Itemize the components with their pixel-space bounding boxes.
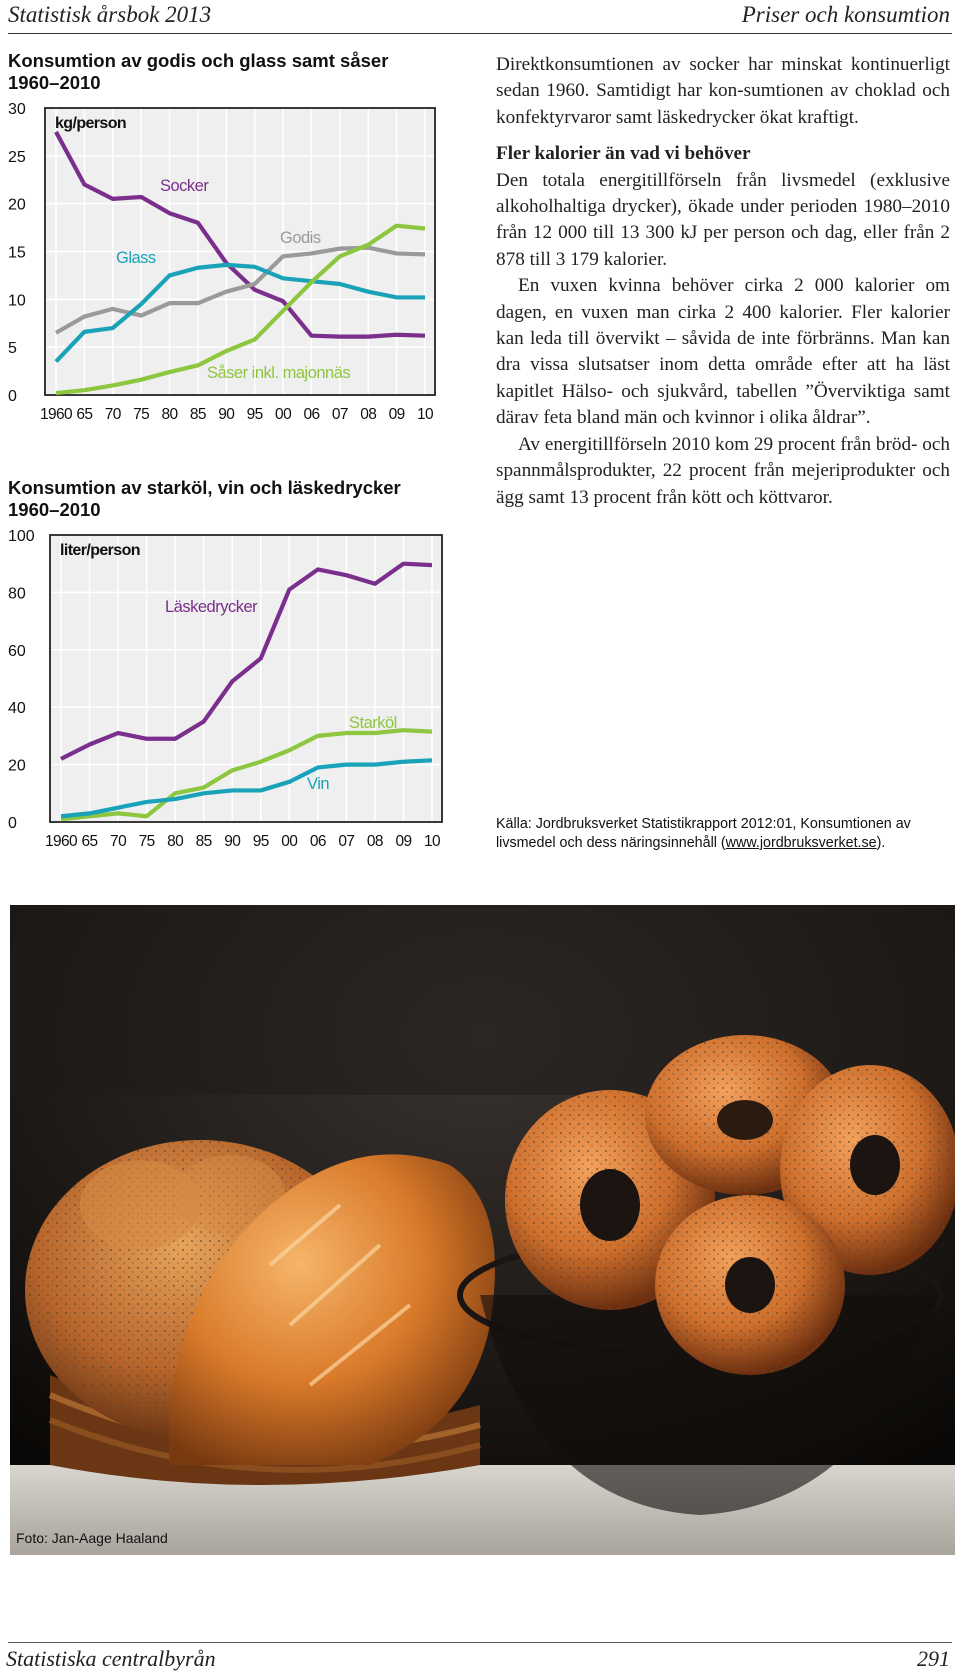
chart1-title-line2: 1960–2010 [8,72,101,93]
chart1-title [8,50,388,94]
x-tick-label: 10 [416,406,434,423]
series-label: Såser inkl. majonnäs [207,364,351,382]
running-header-section: Priser och konsumtion [741,2,950,27]
series-label: Socker [160,177,209,195]
x-tick-label: 00 [275,406,292,423]
series-label: Starköl [349,714,397,732]
footer-rule [8,1642,952,1643]
x-tick-label: 07 [338,833,355,850]
footer-publisher: Statistiska centralbyrån [6,1646,216,1671]
page-number: 291 [917,1646,950,1671]
x-tick-label: 90 [218,406,235,423]
paragraph-intro: Direktkonsumtionen av socker har minskat kontinuerligt sedan 1960. Samtidigt har kon-sumtionen av choklad och konfektyrvaror samt läskedrycker ökat kraftigt. [496,54,950,128]
running-header-title: Statistisk årsbok 2013 [8,2,212,27]
paragraph-sources: Av energitillförseln 2010 kom 29 procent från bröd- och spannmålsprodukter, 22 procent från mejeriprodukter och ägg samt 13 procent från kött och köttvaror. [496,433,950,508]
source-link[interactable]: www.jordbruksverket.se [725,835,877,851]
x-tick-label: 10 [423,833,441,850]
y-tick-label: 0 [8,388,17,405]
subheading: Fler kalorier än vad vi behöver [496,143,751,165]
y-tick-label: 20 [8,196,26,214]
x-tick-label: 95 [252,833,269,850]
bread-photo [10,905,955,1555]
x-tick-label: 08 [366,833,383,850]
chart2-title-line1: Konsumtion av starköl, vin och läskedrycker [8,477,401,498]
x-tick-label: 75 [138,833,155,850]
y-tick-label: 20 [8,757,26,775]
y-tick-label: 15 [8,244,26,262]
unit-label: kg/person [55,115,127,132]
x-tick-label: 08 [360,406,377,423]
series-label: Vin [307,775,330,793]
chart1-plot [0,98,460,428]
unit-label: liter/person [60,542,140,559]
y-tick-label: 80 [8,585,26,603]
chart2-plot [0,525,460,855]
series-label: Godis [280,229,321,247]
photo-credit: Foto: Jan-Aage Haaland [16,1530,168,1546]
y-tick-label: 60 [8,642,26,660]
paragraph-energy: Den totala energitillförseln från livsmedel (exklusive alkoholhaltiga drycker), ökade under perioden 1980–2010 från 12 000 till 13 300 kJ per person och dag, eller från 2 878 till 3 179 kalorier. [496,169,950,270]
series-label: Läskedrycker [165,598,258,616]
x-tick-label: 06 [303,406,320,423]
series-label: Glass [116,249,156,267]
x-tick-label: 75 [133,406,150,423]
x-tick-label: 09 [388,406,405,423]
x-tick-label: 85 [189,406,206,423]
x-tick-label: 06 [309,833,326,850]
paragraph-needs: En vuxen kvinna behöver cirka 2 000 kalorier om dagen, en vuxen man cirka 2 400 kalorier. Fler kalorier kan leda till övervikt – såvida de inte förbränns. Man kan dra vissa slutsatser inom detta område efter att ha läst kapitlet Hälso- och sjukvård, tabellen ”Överviktiga samt därav feta bland män och kvinnor i olika åldrar”. [496,275,950,429]
chart2-title [8,477,401,521]
y-tick-label: 0 [8,815,17,832]
x-tick-label: 85 [195,833,212,850]
source-note [496,815,956,853]
source-text: Källa: Jordbruksverket Statistikrapport 2012:01, Konsumtionen av livsmedel och dess näringsinnehåll ( [496,816,911,851]
y-tick-label: 5 [8,340,17,358]
x-tick-label: 1960 [44,833,78,850]
x-tick-label: 07 [331,406,348,423]
x-tick-label: 09 [395,833,412,850]
y-tick-label: 100 [8,528,35,545]
x-tick-label: 95 [246,406,263,423]
x-tick-label: 90 [224,833,241,850]
x-tick-label: 70 [110,833,127,850]
y-tick-label: 25 [8,148,26,166]
header-rule [8,33,952,34]
x-tick-label: 00 [281,833,298,850]
x-tick-label: 65 [76,406,93,423]
article-body [496,52,950,511]
y-tick-label: 30 [8,101,26,118]
y-tick-label: 40 [8,700,26,718]
chart2-title-line2: 1960–2010 [8,499,101,520]
bread-illustration [10,905,955,1555]
y-tick-label: 10 [8,292,26,310]
chart1-title-line1: Konsumtion av godis och glass samt såser [8,50,389,71]
source-suffix: ). [876,835,886,851]
x-tick-label: 80 [161,406,178,423]
x-tick-label: 70 [104,406,121,423]
x-tick-label: 80 [167,833,184,850]
x-tick-label: 1960 [39,406,73,423]
x-tick-label: 65 [81,833,98,850]
